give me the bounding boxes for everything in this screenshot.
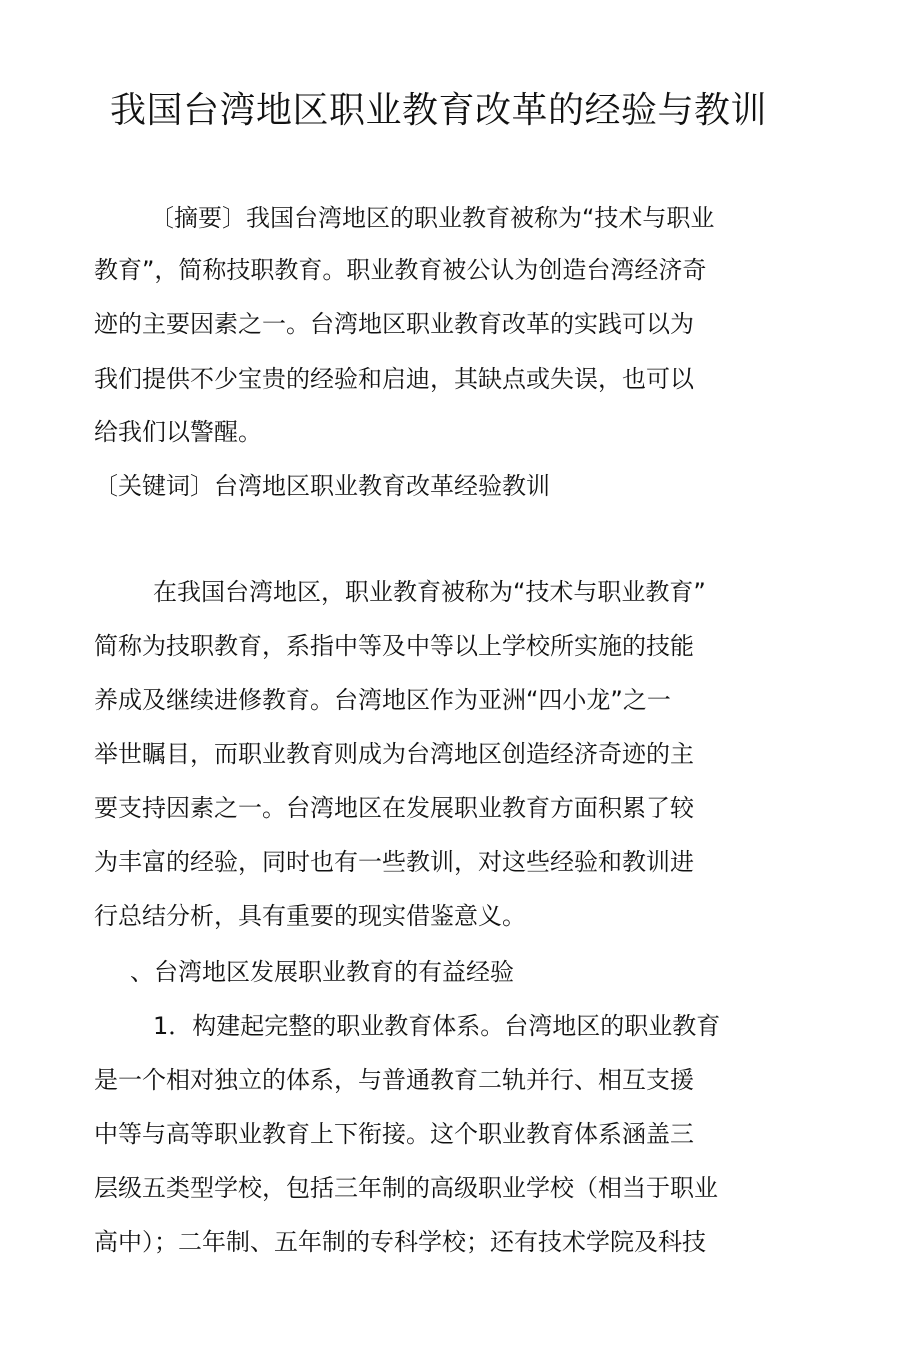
- abstract-line-1: 〔摘要〕我国台湾地区的职业教育被称为“技术与职业: [150, 204, 715, 232]
- intro-line-1: 在我国台湾地区，职业教育被称为“技术与职业教育”: [153, 578, 706, 606]
- keywords-line: 〔关键词〕台湾地区职业教育改革经验教训: [94, 472, 550, 500]
- point1-line-4: 层级五类型学校，包括三年制的高级职业学校（相当于职业: [94, 1174, 718, 1202]
- point1-line-1: 1．构建起完整的职业教育体系。台湾地区的职业教育: [153, 1012, 721, 1040]
- abstract-line-5: 给我们以警醒。: [94, 418, 262, 446]
- point1-line-2: 是一个相对独立的体系，与普通教育二轨并行、相互支援: [94, 1066, 694, 1094]
- point1-line-5: 高中）；二年制、五年制的专科学校；还有技术学院及科技: [94, 1228, 706, 1256]
- intro-line-6: 为丰富的经验，同时也有一些教训，对这些经验和教训进: [94, 848, 694, 876]
- abstract-line-2: 教育”，简称技职教育。职业教育被公认为创造台湾经济奇: [94, 256, 707, 284]
- intro-line-4: 举世瞩目，而职业教育则成为台湾地区创造经济奇迹的主: [94, 740, 694, 768]
- intro-line-2: 简称为技职教育，系指中等及中等以上学校所实施的技能: [94, 632, 694, 660]
- document-title: 我国台湾地区职业教育改革的经验与教训: [110, 90, 768, 131]
- point1-line-3: 中等与高等职业教育上下衔接。这个职业教育体系涵盖三: [94, 1120, 694, 1148]
- abstract-line-3: 迹的主要因素之一。台湾地区职业教育改革的实践可以为: [94, 310, 694, 338]
- section-heading: 、台湾地区发展职业教育的有益经验: [130, 958, 514, 986]
- intro-line-7: 行总结分析，具有重要的现实借鉴意义。: [94, 902, 526, 930]
- intro-line-5: 要支持因素之一。台湾地区在发展职业教育方面积累了较: [94, 794, 694, 822]
- abstract-line-4: 我们提供不少宝贵的经验和启迪，其缺点或失误，也可以: [94, 365, 694, 393]
- intro-line-3: 养成及继续进修教育。台湾地区作为亚洲“四小龙”之一: [94, 686, 671, 714]
